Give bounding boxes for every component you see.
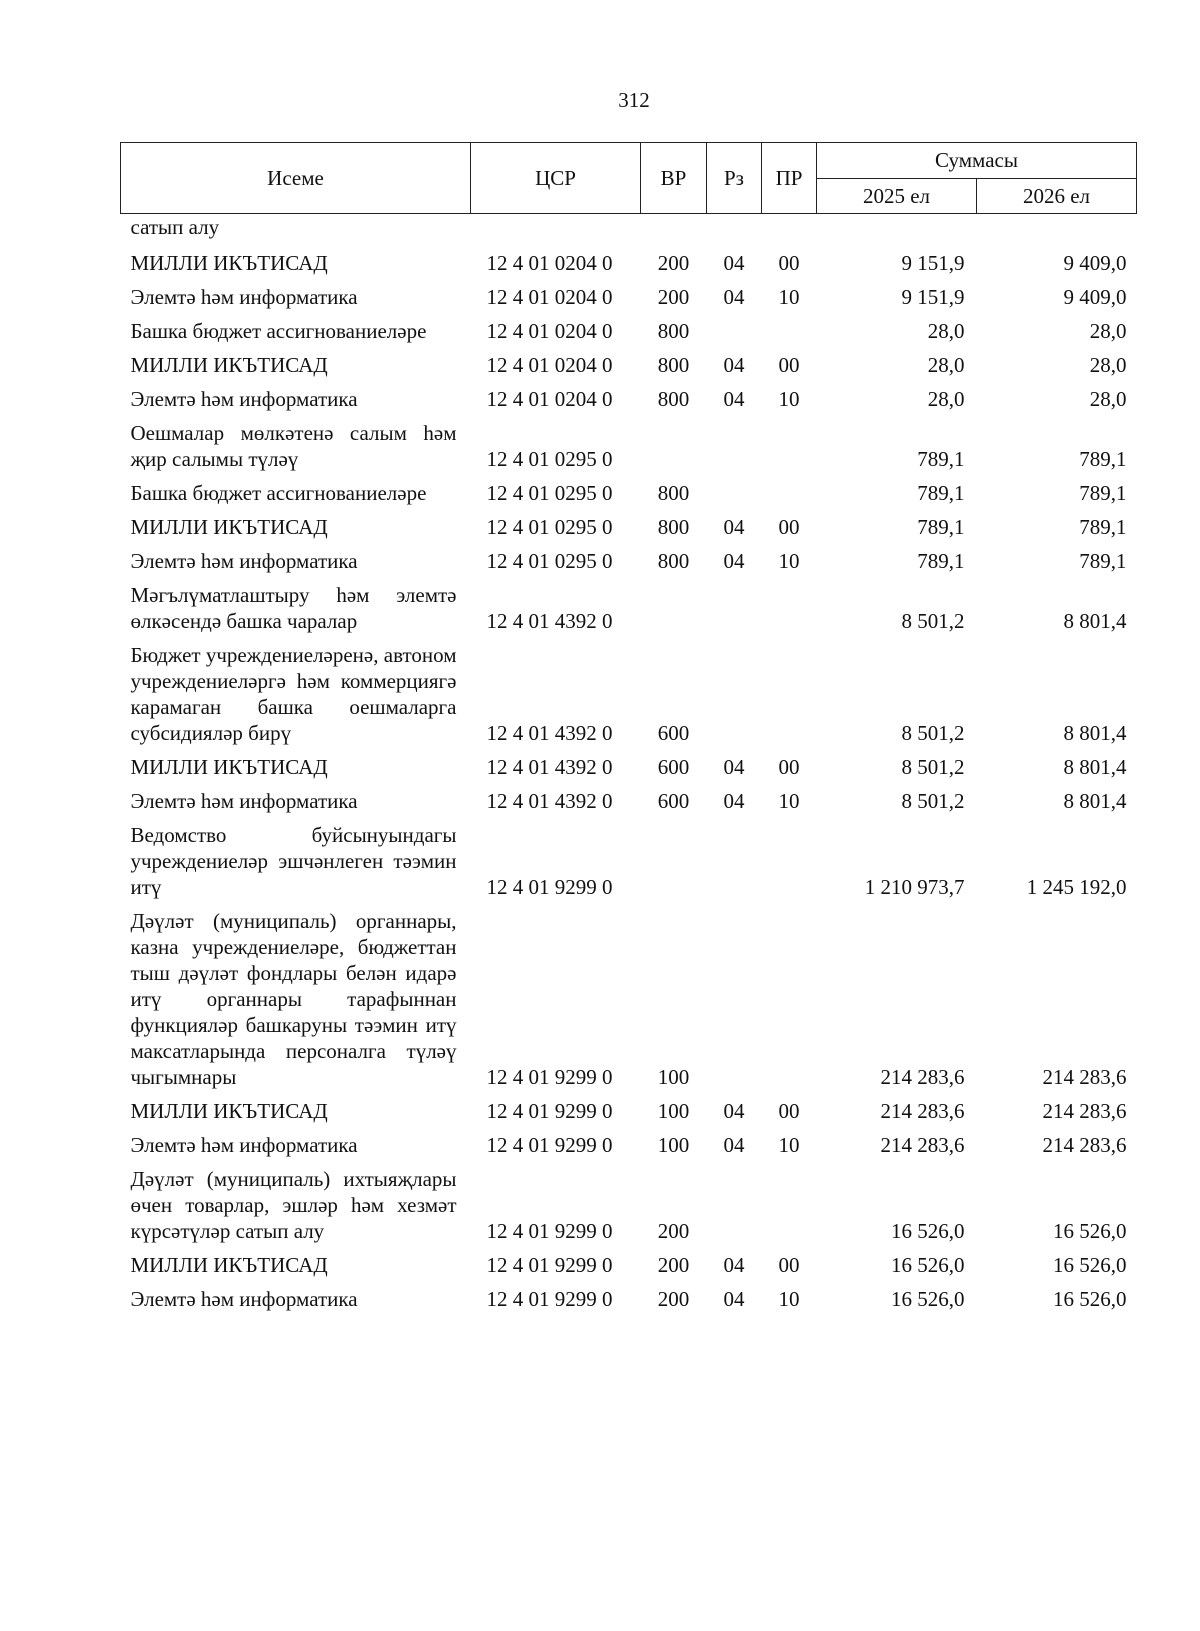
row-csr: 12 4 01 0295 0 xyxy=(486,447,613,471)
row-rz: 04 xyxy=(723,1099,745,1123)
row-pr: 10 xyxy=(778,549,800,573)
row-vr: 200 xyxy=(657,1253,690,1277)
row-rz xyxy=(707,578,762,638)
row-csr xyxy=(471,214,641,247)
row-amount-2025: 16 526,0 xyxy=(891,1253,965,1277)
row-rz xyxy=(707,904,762,1094)
header-year-2025: 2025 ел xyxy=(817,179,977,214)
row-name: МИЛЛИ ИКЪТИСАД xyxy=(130,755,328,779)
row-name: Дәүләт (муниципаль) ихтыяҗлары өчен товарлар, эшләр һәм хезмәт күрсәтүләр сатып алу xyxy=(130,1167,457,1243)
row-rz: 04 xyxy=(723,789,745,813)
row-rz xyxy=(707,1162,762,1248)
row-rz: 04 xyxy=(723,285,745,309)
row-rz: 04 xyxy=(723,353,745,377)
row-vr: 800 xyxy=(657,353,690,377)
row-pr xyxy=(762,818,817,904)
row-amount-2026: 9 409,0 xyxy=(1063,285,1127,309)
row-vr xyxy=(641,578,707,638)
row-csr: 12 4 01 0204 0 xyxy=(486,387,613,411)
row-vr: 100 xyxy=(657,1099,690,1123)
row-amount-2026 xyxy=(977,214,1137,247)
row-name: Мәгълүматлаштыру һәм элемтә өлкәсендә башка чаралар xyxy=(130,583,457,633)
row-name: Дәүләт (муниципаль) органнары, казна учреждениеләре, бюджеттан тыш дәүләт фондлары белән идарә итү органнары тарафыннан функцияләр башкаруны тәэмин итү максатларында персоналга түләү чыгымнары xyxy=(130,909,457,1089)
row-rz: 04 xyxy=(723,1253,745,1277)
row-pr: 10 xyxy=(778,387,800,411)
table-header xyxy=(121,143,1137,214)
row-name: сатып алу xyxy=(130,215,220,239)
row-vr xyxy=(641,416,707,476)
row-amount-2025: 1 210 973,7 xyxy=(864,875,965,899)
row-amount-2026: 214 283,6 xyxy=(1042,1099,1127,1123)
table-row xyxy=(121,314,1137,348)
row-name: Башка бюджет ассигнованиеләре xyxy=(130,319,427,343)
row-pr xyxy=(762,416,817,476)
row-vr: 200 xyxy=(657,1287,690,1311)
row-pr: 00 xyxy=(778,353,800,377)
row-rz: 04 xyxy=(723,251,745,275)
row-amount-2025: 8 501,2 xyxy=(901,609,965,633)
row-amount-2026: 28,0 xyxy=(1089,319,1127,343)
row-vr: 200 xyxy=(657,1219,690,1243)
table-body xyxy=(121,214,1137,1317)
row-vr: 100 xyxy=(657,1133,690,1157)
row-amount-2025: 789,1 xyxy=(917,515,965,539)
row-rz: 04 xyxy=(723,1287,745,1311)
row-amount-2025: 28,0 xyxy=(927,353,965,377)
row-rz: 04 xyxy=(723,755,745,779)
row-rz xyxy=(707,416,762,476)
row-amount-2025: 214 283,6 xyxy=(880,1099,965,1123)
row-csr: 12 4 01 0295 0 xyxy=(486,515,613,539)
budget-table xyxy=(120,142,1137,1316)
row-csr: 12 4 01 9299 0 xyxy=(486,875,613,899)
table-row xyxy=(121,214,1137,247)
row-amount-2026: 789,1 xyxy=(1079,549,1127,573)
row-vr: 600 xyxy=(657,789,690,813)
row-rz xyxy=(707,314,762,348)
row-amount-2025: 214 283,6 xyxy=(880,1065,965,1089)
table-row xyxy=(121,638,1137,750)
row-pr: 00 xyxy=(778,251,800,275)
table-row xyxy=(121,382,1137,416)
row-rz: 04 xyxy=(723,549,745,573)
row-vr: 600 xyxy=(657,721,690,745)
row-amount-2025: 789,1 xyxy=(917,549,965,573)
header-rz: Рз xyxy=(707,143,762,214)
row-amount-2025: 9 151,9 xyxy=(901,251,965,275)
row-vr: 800 xyxy=(657,549,690,573)
row-rz xyxy=(707,818,762,904)
row-name: Элемтә һәм информатика xyxy=(130,549,358,573)
table-row xyxy=(121,784,1137,818)
row-amount-2025 xyxy=(817,214,977,247)
row-csr: 12 4 01 4392 0 xyxy=(486,755,613,779)
row-amount-2026: 789,1 xyxy=(1079,447,1127,471)
row-amount-2026: 789,1 xyxy=(1079,481,1127,505)
row-pr: 00 xyxy=(778,1253,800,1277)
header-year-2026: 2026 ел xyxy=(977,179,1137,214)
table-row xyxy=(121,416,1137,476)
row-name: Элемтә һәм информатика xyxy=(130,789,358,813)
header-name: Исеме xyxy=(121,143,471,214)
row-pr xyxy=(762,476,817,510)
header-pr: ПР xyxy=(762,143,817,214)
row-rz: 04 xyxy=(723,515,745,539)
row-rz: 04 xyxy=(723,387,745,411)
table-row xyxy=(121,1094,1137,1128)
row-amount-2026: 214 283,6 xyxy=(1042,1133,1127,1157)
row-pr xyxy=(762,638,817,750)
row-amount-2026: 16 526,0 xyxy=(1053,1253,1127,1277)
table-row xyxy=(121,544,1137,578)
row-amount-2025: 214 283,6 xyxy=(880,1133,965,1157)
row-pr: 10 xyxy=(778,1133,800,1157)
row-amount-2025: 789,1 xyxy=(917,447,965,471)
row-pr xyxy=(762,314,817,348)
row-amount-2025: 8 501,2 xyxy=(901,721,965,745)
row-name: Элемтә һәм информатика xyxy=(130,1133,358,1157)
row-pr: 00 xyxy=(778,755,800,779)
row-amount-2026: 28,0 xyxy=(1089,353,1127,377)
table-row xyxy=(121,904,1137,1094)
row-amount-2026: 8 801,4 xyxy=(1063,755,1127,779)
row-name: Бюджет учреждениеләренә, автоном учреждениеләргә һәм коммерциягә карамаган башка оешмаларга субсидияләр бирү xyxy=(130,643,457,745)
row-vr: 800 xyxy=(657,387,690,411)
row-pr: 00 xyxy=(778,1099,800,1123)
row-vr xyxy=(641,818,707,904)
row-pr: 10 xyxy=(778,285,800,309)
header-csr: ЦСР xyxy=(471,143,641,214)
table-row xyxy=(121,1162,1137,1248)
row-csr: 12 4 01 9299 0 xyxy=(486,1099,613,1123)
row-amount-2026: 789,1 xyxy=(1079,515,1127,539)
table-row xyxy=(121,818,1137,904)
table-row xyxy=(121,1128,1137,1162)
row-vr: 800 xyxy=(657,515,690,539)
row-csr: 12 4 01 0295 0 xyxy=(486,481,613,505)
row-vr: 200 xyxy=(657,251,690,275)
table-row xyxy=(121,578,1137,638)
row-pr: 10 xyxy=(778,1287,800,1311)
row-pr: 10 xyxy=(778,789,800,813)
row-vr: 600 xyxy=(657,755,690,779)
header-vr: ВР xyxy=(641,143,707,214)
row-name: МИЛЛИ ИКЪТИСАД xyxy=(130,353,328,377)
row-rz xyxy=(707,476,762,510)
row-amount-2025: 8 501,2 xyxy=(901,755,965,779)
row-amount-2025: 8 501,2 xyxy=(901,789,965,813)
row-csr: 12 4 01 0204 0 xyxy=(486,353,613,377)
row-csr: 12 4 01 0204 0 xyxy=(486,251,613,275)
table-row xyxy=(121,750,1137,784)
row-csr: 12 4 01 0204 0 xyxy=(486,285,613,309)
row-amount-2026: 9 409,0 xyxy=(1063,251,1127,275)
row-name: МИЛЛИ ИКЪТИСАД xyxy=(130,1253,328,1277)
page-number: 312 xyxy=(618,88,650,112)
table-row xyxy=(121,1282,1137,1316)
row-name: МИЛЛИ ИКЪТИСАД xyxy=(130,251,328,275)
row-name: Элемтә һәм информатика xyxy=(130,1287,358,1311)
row-amount-2025: 28,0 xyxy=(927,387,965,411)
row-csr: 12 4 01 4392 0 xyxy=(486,609,613,633)
row-csr: 12 4 01 9299 0 xyxy=(486,1287,613,1311)
row-csr: 12 4 01 0295 0 xyxy=(486,549,613,573)
row-csr: 12 4 01 9299 0 xyxy=(486,1219,613,1243)
row-name: Ведомство буйсынуындагы учреждениеләр эшчәнлеген тәэмин итү xyxy=(130,823,457,899)
row-csr: 12 4 01 4392 0 xyxy=(486,789,613,813)
row-amount-2026: 214 283,6 xyxy=(1042,1065,1127,1089)
row-amount-2025: 9 151,9 xyxy=(901,285,965,309)
row-name: Башка бюджет ассигнованиеләре xyxy=(130,481,427,505)
table-row xyxy=(121,348,1137,382)
row-amount-2026: 16 526,0 xyxy=(1053,1287,1127,1311)
row-pr xyxy=(762,1162,817,1248)
row-pr: 00 xyxy=(778,515,800,539)
header-sums: Суммасы xyxy=(817,143,1137,179)
row-rz xyxy=(707,214,762,247)
table-row xyxy=(121,1248,1137,1282)
row-amount-2025: 28,0 xyxy=(927,319,965,343)
row-vr: 800 xyxy=(657,319,690,343)
row-name: МИЛЛИ ИКЪТИСАД xyxy=(130,515,328,539)
table-row xyxy=(121,280,1137,314)
row-vr xyxy=(641,214,707,247)
table-row xyxy=(121,246,1137,280)
row-amount-2025: 789,1 xyxy=(917,481,965,505)
row-pr xyxy=(762,214,817,247)
row-amount-2026: 28,0 xyxy=(1089,387,1127,411)
row-vr: 100 xyxy=(657,1065,690,1089)
row-name: МИЛЛИ ИКЪТИСАД xyxy=(130,1099,328,1123)
table-row xyxy=(121,510,1137,544)
row-pr xyxy=(762,904,817,1094)
row-csr: 12 4 01 9299 0 xyxy=(486,1253,613,1277)
row-amount-2026: 8 801,4 xyxy=(1063,609,1127,633)
row-csr: 12 4 01 0204 0 xyxy=(486,319,613,343)
table-row xyxy=(121,476,1137,510)
row-vr: 200 xyxy=(657,285,690,309)
row-vr: 800 xyxy=(657,481,690,505)
row-name: Элемтә һәм информатика xyxy=(130,285,358,309)
row-name: Оешмалар мөлкәтенә салым һәм җир салымы түләү xyxy=(130,421,457,471)
row-pr xyxy=(762,578,817,638)
row-amount-2026: 8 801,4 xyxy=(1063,721,1127,745)
row-amount-2026: 16 526,0 xyxy=(1053,1219,1127,1243)
row-rz: 04 xyxy=(723,1133,745,1157)
row-amount-2026: 8 801,4 xyxy=(1063,789,1127,813)
row-name: Элемтә һәм информатика xyxy=(130,387,358,411)
row-amount-2025: 16 526,0 xyxy=(891,1287,965,1311)
row-amount-2026: 1 245 192,0 xyxy=(1026,875,1127,899)
row-csr: 12 4 01 4392 0 xyxy=(486,721,613,745)
row-amount-2025: 16 526,0 xyxy=(891,1219,965,1243)
row-rz xyxy=(707,638,762,750)
row-csr: 12 4 01 9299 0 xyxy=(486,1133,613,1157)
row-csr: 12 4 01 9299 0 xyxy=(486,1065,613,1089)
